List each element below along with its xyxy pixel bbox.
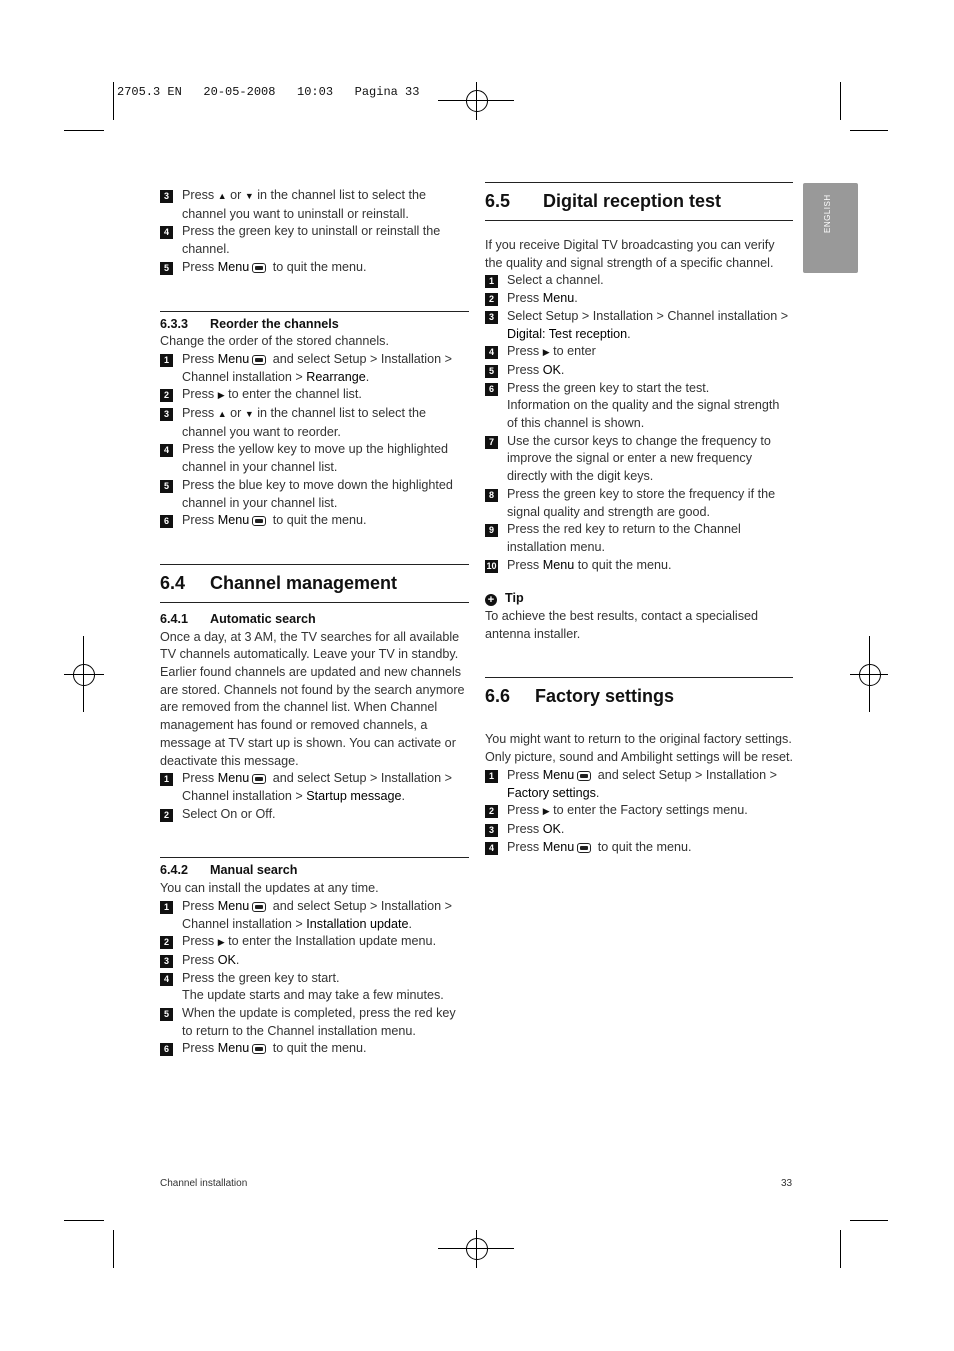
step-number: 5 (160, 262, 173, 275)
list-item: 1 Press Menu and select Setup > Installation > Channel installation > Startup message. (160, 770, 469, 805)
registration-mark (466, 90, 488, 112)
crop-mark (840, 82, 841, 120)
language-tab-label: ENGLISH (823, 194, 832, 233)
step-number: 3 (160, 408, 173, 421)
step-number: 4 (160, 444, 173, 457)
step-number: 2 (160, 936, 173, 949)
step-number: 1 (160, 773, 173, 786)
down-arrow-icon: ▼ (244, 191, 254, 201)
menu-key-icon (252, 355, 266, 365)
list-item: 2 Select On or Off. (160, 806, 469, 824)
paragraph: If you receive Digital TV broadcasting you can verify the quality and signal strength of a specific channel. (485, 238, 775, 270)
step-number: 4 (485, 842, 498, 855)
menu-key-icon (252, 774, 266, 784)
list-item: 1 Press Menu and select Setup > Installation > Channel installation > Rearrange. (160, 351, 469, 386)
crop-mark (64, 1220, 104, 1221)
list-item: 4 Press the yellow key to move up the highlighted channel in your channel list. (160, 441, 469, 476)
print-header: 2705.3 EN 20-05-2008 10:03 Pagina 33 (117, 85, 420, 99)
crop-mark (850, 1220, 888, 1221)
list-item: 3 Press OK. (160, 952, 469, 970)
step-number: 10 (486, 560, 497, 571)
registration-line (476, 82, 477, 120)
list-item: 8 Press the green key to store the frequency if the signal quality and strength are good. (485, 486, 793, 521)
list-item: 3 Select Setup > Installation > Channel installation > Digital: Test reception. (485, 308, 793, 343)
menu-key-icon (577, 843, 591, 853)
tip-heading: + Tip (485, 590, 793, 608)
crop-mark (113, 1230, 114, 1268)
step-number: 4 (160, 973, 173, 986)
registration-mark (73, 664, 95, 686)
step-number: 6 (485, 383, 498, 396)
step-number: 6 (160, 1043, 173, 1056)
right-arrow-icon: ▶ (542, 806, 550, 817)
step-number: 1 (485, 770, 498, 783)
list-item: 6 Press Menu to quit the menu. (160, 1040, 469, 1058)
up-arrow-icon: ▲ (217, 409, 227, 420)
list-item: 1 Press Menu and select Setup > Installation > Channel installation > Installation update. (160, 898, 469, 933)
list-item: 3 Press ▲ or ▼ in the channel list to select the channel you want to reorder. (160, 405, 469, 441)
list-item: 2 Press Menu. (485, 290, 793, 308)
menu-key-icon (577, 771, 591, 781)
right-arrow-icon: ▶ (542, 347, 550, 358)
language-tab (803, 183, 858, 273)
list-item: 4 Press Menu to quit the menu. (485, 839, 793, 857)
list-item: 2 Press ▶ to enter the channel list. (160, 386, 469, 405)
menu-key-icon (252, 902, 266, 912)
section-heading-6-3-3: 6.3.3 Reorder the channels (160, 311, 469, 334)
step-number: 5 (160, 480, 173, 493)
step-number: 3 (485, 824, 498, 837)
list-item: 3 Press OK. (485, 821, 793, 839)
right-column (485, 182, 793, 856)
right-arrow-icon: ▶ (217, 390, 225, 401)
up-arrow-icon: ▲ (217, 191, 227, 201)
footer-section-title: Channel installation (160, 1178, 248, 1189)
registration-line (83, 636, 84, 712)
tip-text: To achieve the best results, contact a specialised antenna installer. (485, 609, 759, 641)
list-item: 2 Press ▶ to enter the Factory settings menu. (485, 802, 793, 821)
step-number: 2 (485, 293, 498, 306)
step-number: 5 (160, 1008, 173, 1021)
paragraph: Once a day, at 3 AM, the TV searches for all available TV channels automatically. Leave your TV in standby. (160, 629, 460, 662)
list-item: 4 Press ▶ to enter (485, 343, 793, 362)
list-item: 1 Press Menu and select Setup > Installation > Factory settings. (485, 767, 793, 802)
paragraph: Earlier found channels are updated and new channels are stored. Channels not found by the search anymore are removed from the channel list. When Channel management has found or removed channels, a message at TV start up is shown. You can activate or deactivate this message. (160, 665, 465, 768)
registration-line (64, 674, 104, 675)
step-number: 3 (160, 955, 173, 968)
list-item: 1 Select a channel. (485, 272, 793, 290)
list-item: 6 Press the green key to start the test. Information on the quality and the signal strength of this channel is shown. (485, 380, 793, 433)
section-heading-6-5: 6.5 Digital reception test (485, 182, 793, 221)
page-number: 33 (781, 1178, 793, 1189)
section-heading-6-4-2: 6.4.2 Manual search (160, 857, 469, 880)
step-number: 1 (160, 901, 173, 914)
step-number: 9 (485, 524, 498, 537)
step-number: 1 (485, 275, 498, 288)
section-heading-6-6: 6.6 Factory settings (485, 677, 793, 715)
paragraph: Change the order of the stored channels. (160, 334, 389, 349)
plus-circle-icon: + (485, 594, 497, 606)
step-number: 8 (485, 489, 498, 502)
list-item: 7 Use the cursor keys to change the frequency to improve the signal or enter a new frequency directly with the digit keys. (485, 433, 793, 486)
left-column (160, 187, 469, 1058)
step-number: 1 (160, 354, 173, 367)
list-item: 10 Press Menu to quit the menu. (486, 557, 672, 572)
step-number: 4 (485, 346, 498, 359)
crop-mark (113, 82, 114, 120)
section-heading-6-4-1: 6.4.1 Automatic search (160, 611, 316, 626)
list-item: 2 Press ▶ to enter the Installation update menu. (160, 933, 469, 952)
step-number: 4 (160, 226, 173, 239)
menu-key-icon (252, 1044, 266, 1054)
menu-key-icon (252, 516, 266, 526)
step-number: 6 (160, 515, 173, 528)
registration-mark (859, 664, 881, 686)
list-item: 3 Press ▲ or ▼ in the channel list to select the channel you want to uninstall or reinstall. (160, 187, 469, 223)
right-arrow-icon: ▶ (217, 937, 225, 948)
list-item: 4 Press the green key to start. The update starts and may take a few minutes. (160, 970, 469, 1005)
crop-mark (840, 1230, 841, 1268)
list-item: 4 Press the green key to uninstall or reinstall the channel. (160, 223, 469, 258)
registration-line (869, 636, 870, 712)
step-number: 7 (485, 436, 498, 449)
step-number: 2 (485, 805, 498, 818)
step-number: 5 (485, 365, 498, 378)
paragraph: You can install the updates at any time. (160, 881, 379, 896)
step-number: 2 (160, 389, 173, 402)
step-number: 3 (160, 190, 173, 203)
list-item: 5 Press Menu to quit the menu. (160, 259, 469, 277)
section-heading-6-4: 6.4 Channel management (160, 564, 469, 603)
crop-mark (850, 130, 888, 131)
registration-mark (466, 1238, 488, 1260)
menu-key-icon (252, 263, 266, 273)
step-number: 3 (485, 311, 498, 324)
down-arrow-icon: ▼ (244, 409, 254, 420)
registration-line (476, 1230, 477, 1268)
list-item: 9 Press the red key to return to the Channel installation menu. (485, 521, 793, 556)
list-item: 5 Press the blue key to move down the highlighted channel in your channel list. (160, 477, 469, 512)
list-item: 5 When the update is completed, press the red key to return to the Channel installation menu. (160, 1005, 469, 1040)
crop-mark (64, 130, 104, 131)
list-item: 5 Press OK. (485, 362, 793, 380)
step-number: 2 (160, 809, 173, 822)
list-item: 6 Press Menu to quit the menu. (160, 512, 469, 530)
paragraph: You might want to return to the original factory settings. Only picture, sound and Ambilight settings will be reset. (485, 732, 794, 765)
